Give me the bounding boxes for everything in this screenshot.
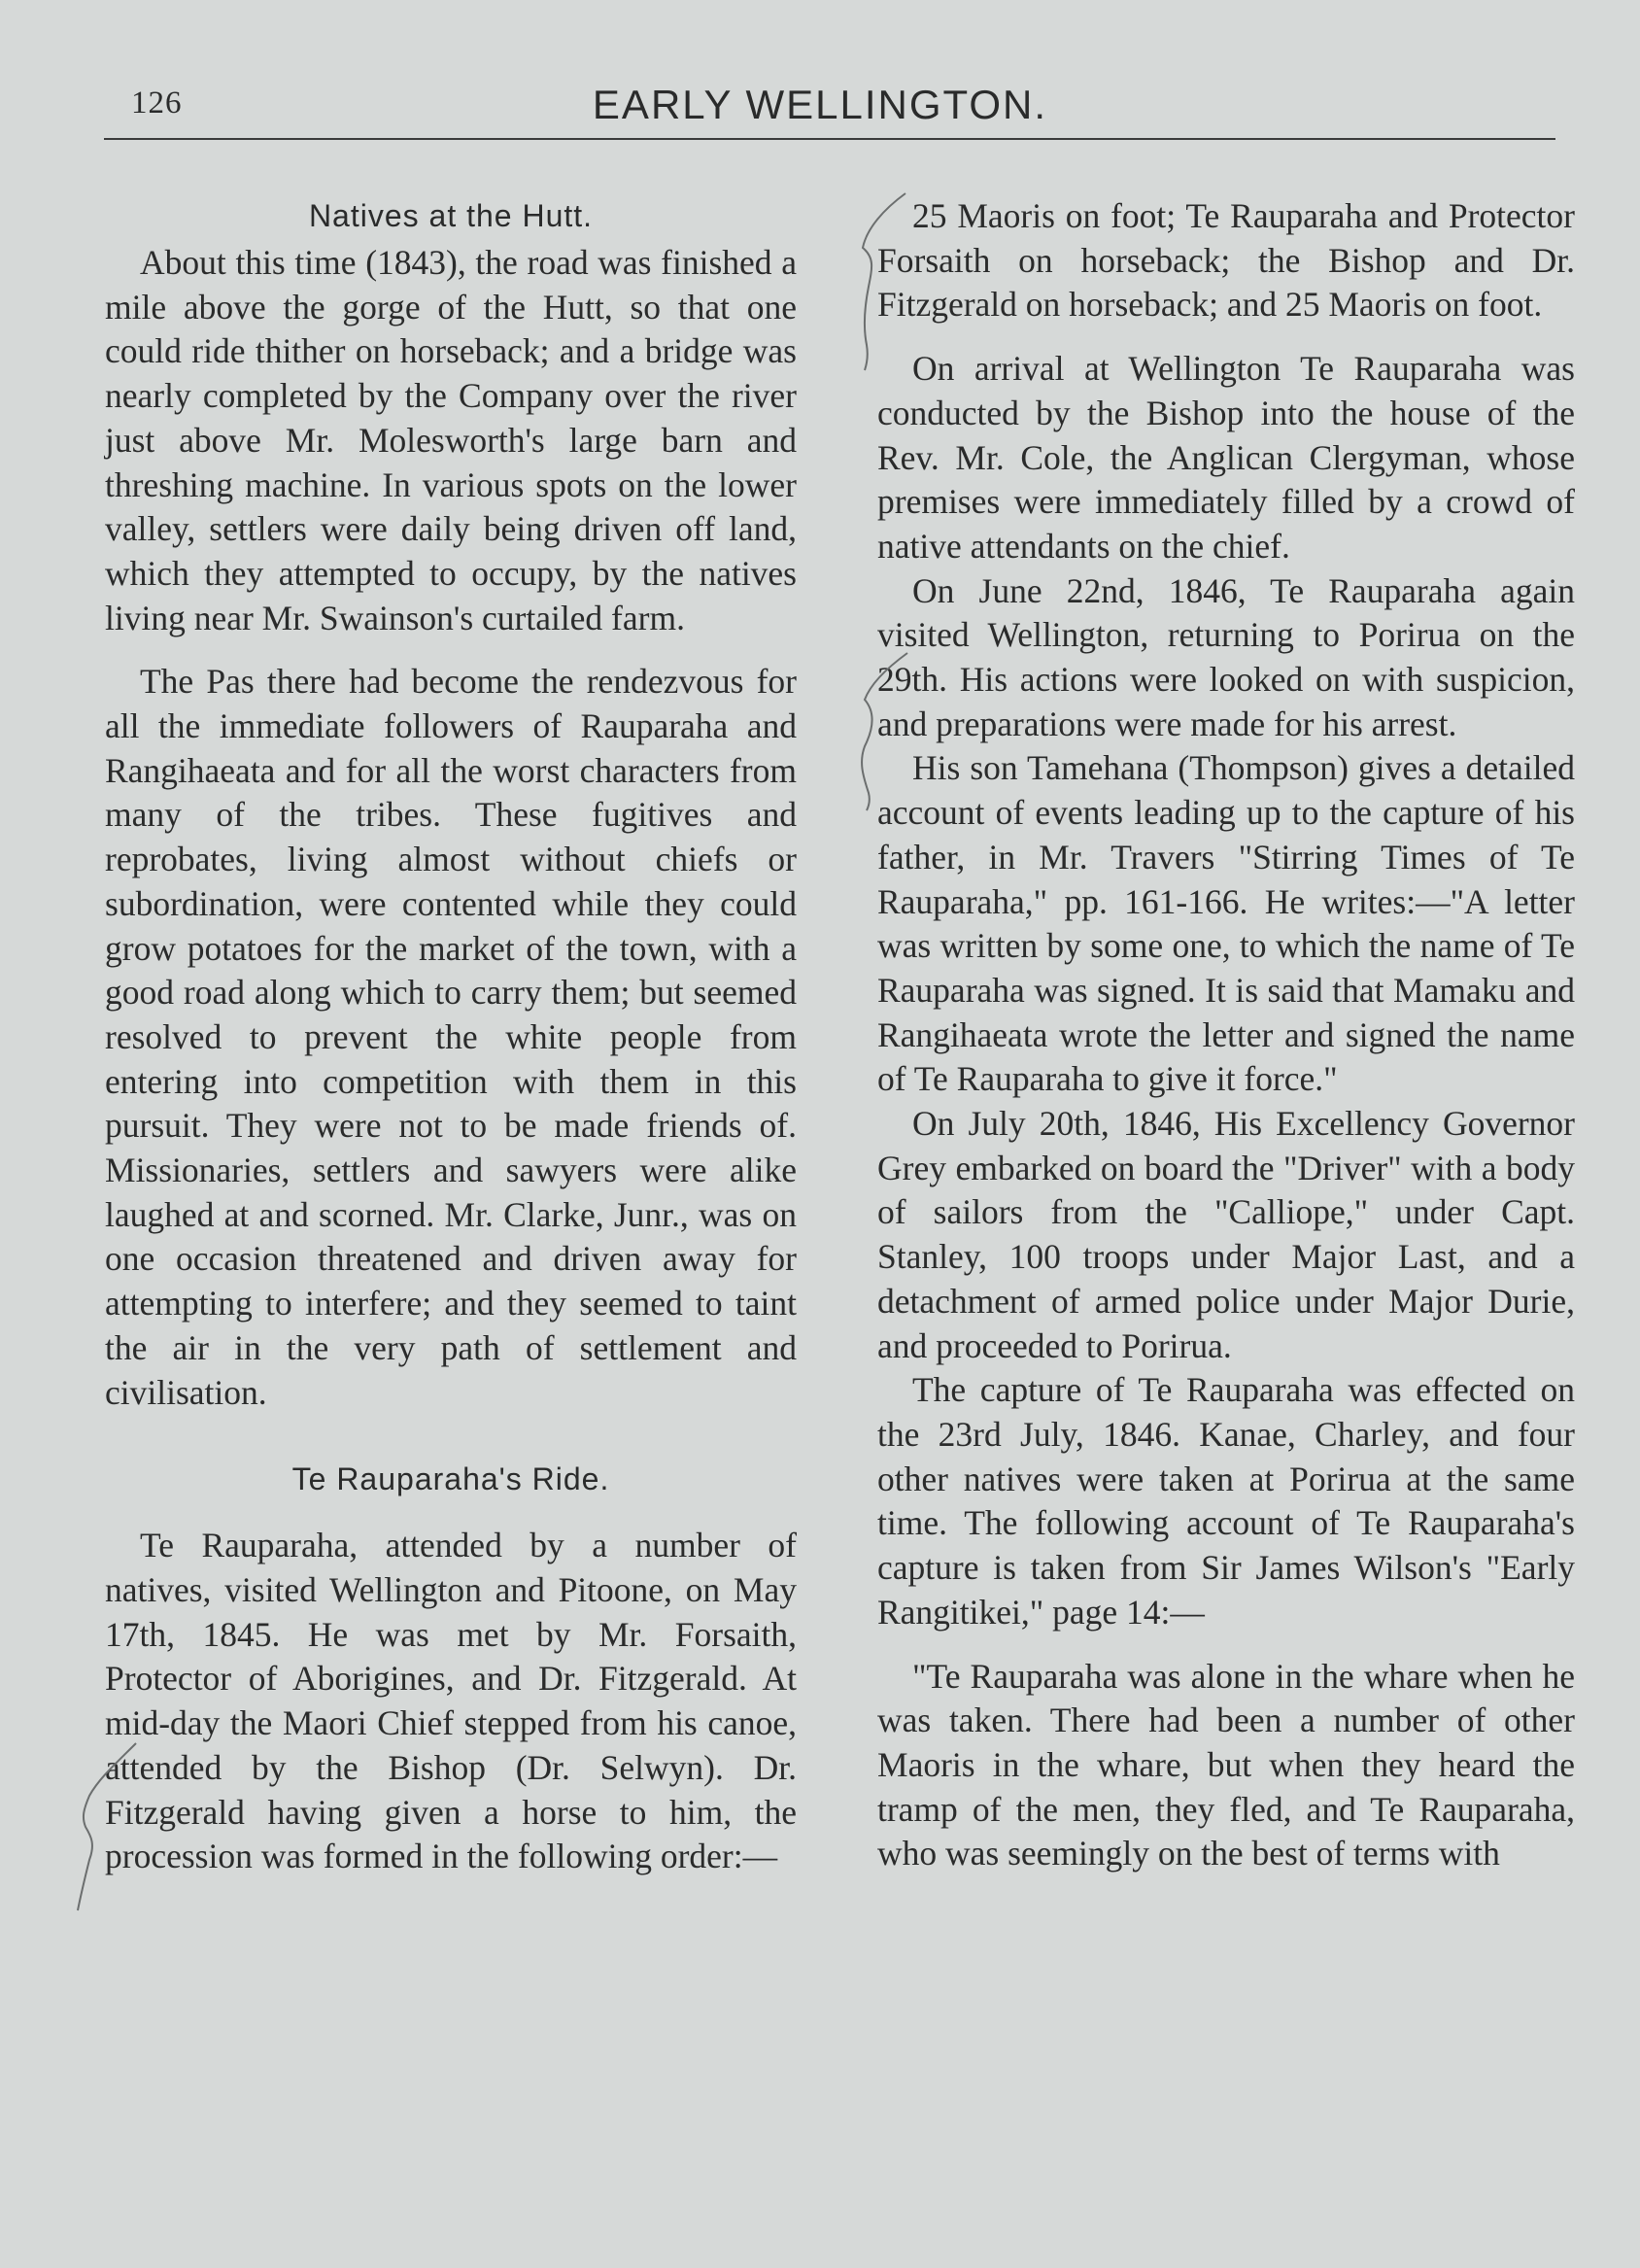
paragraph: On June 22nd, 1846, Te Rauparaha again visited Wellington, returning to Porirua on the 29th. His actions were looked on with suspicion, and preparations were made for his arrest. [877, 570, 1575, 743]
page-number: 126 [131, 86, 183, 120]
paragraph: On arrival at Wellington Te Rauparaha was conducted by the Bishop into the house of the Rev. Mr. Cole, the Anglican Clergyman, whose premises were immediately filled by a crowd of native attendants on the chief. [877, 349, 1575, 566]
section-heading-natives: Natives at the Hutt. [308, 198, 594, 233]
header-rule [104, 138, 1555, 140]
right-column [877, 194, 1575, 1876]
left-column [105, 194, 797, 1879]
paragraph: About this time (1843), the road was finished a mile above the gorge of the Hutt, so that one could ride thither on horseback; and a bridge was nearly completed by the Company over the river just above Mr. Molesworth's large barn and threshing machine. In various spots on the lower valley, settlers were daily being driven off land, which they attempted to occupy, by the natives living near Mr. Swainson's curtailed farm. [105, 243, 797, 637]
paragraph: The capture of Te Rauparaha was effected on the 23rd July, 1846. Kanae, Charley, and four other natives were taken at Porirua at the same time. The following account of Te Rauparaha's capture is taken from Sir James Wilson's "Early Rangitikei," page 14:— [877, 1370, 1575, 1632]
paragraph: The Pas there had become the rendezvous for all the immediate followers of Rauparaha and Rangihaeata and for all the worst characters from many of the tribes. These fugitives and reprobates, living almost without chiefs or subordination, were contented while they could grow potatoes for the market of the town, with a good road along which to carry them; but seemed resolved to prevent the white people from entering into competition with them in this pursuit. They were not to be made friends of. Missionaries, settlers and sawyers were alike laughed at and scorned. Mr. Clarke, Junr., was on one occasion threatened and driven away for attempting to interfere; and they seemed to taint the air in the very path of settlement and civilisation. [105, 662, 797, 1412]
paragraph: His son Tamehana (Thompson) gives a detailed account of events leading up to the capture of his father, in Mr. Travers "Stirring Times of Te Rauparaha," pp. 161-166. He writes:—"A letter was written by some one, to which the name of Te Rauparaha was signed. It is said that Mamaku and Rangihaeata wrote the letter and signed the name of Te Rauparaha to give it force." [877, 748, 1575, 1099]
running-title: EARLY WELLINGTON. [592, 82, 1048, 127]
paragraph: "Te Rauparaha was alone in the whare when he was taken. There had been a number of other Maoris in the whare, but when they heard the tramp of the men, they fled, and Te Rauparaha, who was seemingly on the best of terms with [877, 1656, 1575, 1873]
paragraph: Te Rauparaha, attended by a number of natives, visited Wellington and Pitoone, on May 17th, 1845. He was met by Mr. Forsaith, Protector of Aborigines, and Dr. Fitzgerald. At mid-day the Maori Chief stepped from his canoe, attended by the Bishop (Dr. Selwyn). Dr. Fitzgerald having given a horse to him, the procession was formed in the following order:— [105, 1526, 797, 1876]
section-heading-ride: Te Rauparaha's Ride. [291, 1461, 610, 1497]
paragraph: 25 Maoris on foot; Te Rauparaha and Protector Forsaith on horseback; the Bishop and Dr. Fitzgerald on horseback; and 25 Maoris on foot. [877, 196, 1575, 325]
paragraph: On July 20th, 1846, His Excellency Governor Grey embarked on board the "Driver" with a body of sailors from the "Calliope," under Capt. Stanley, 100 troops under Major Last, and a detachment of armed police under Major Durie, and proceeded to Porirua. [877, 1104, 1575, 1365]
